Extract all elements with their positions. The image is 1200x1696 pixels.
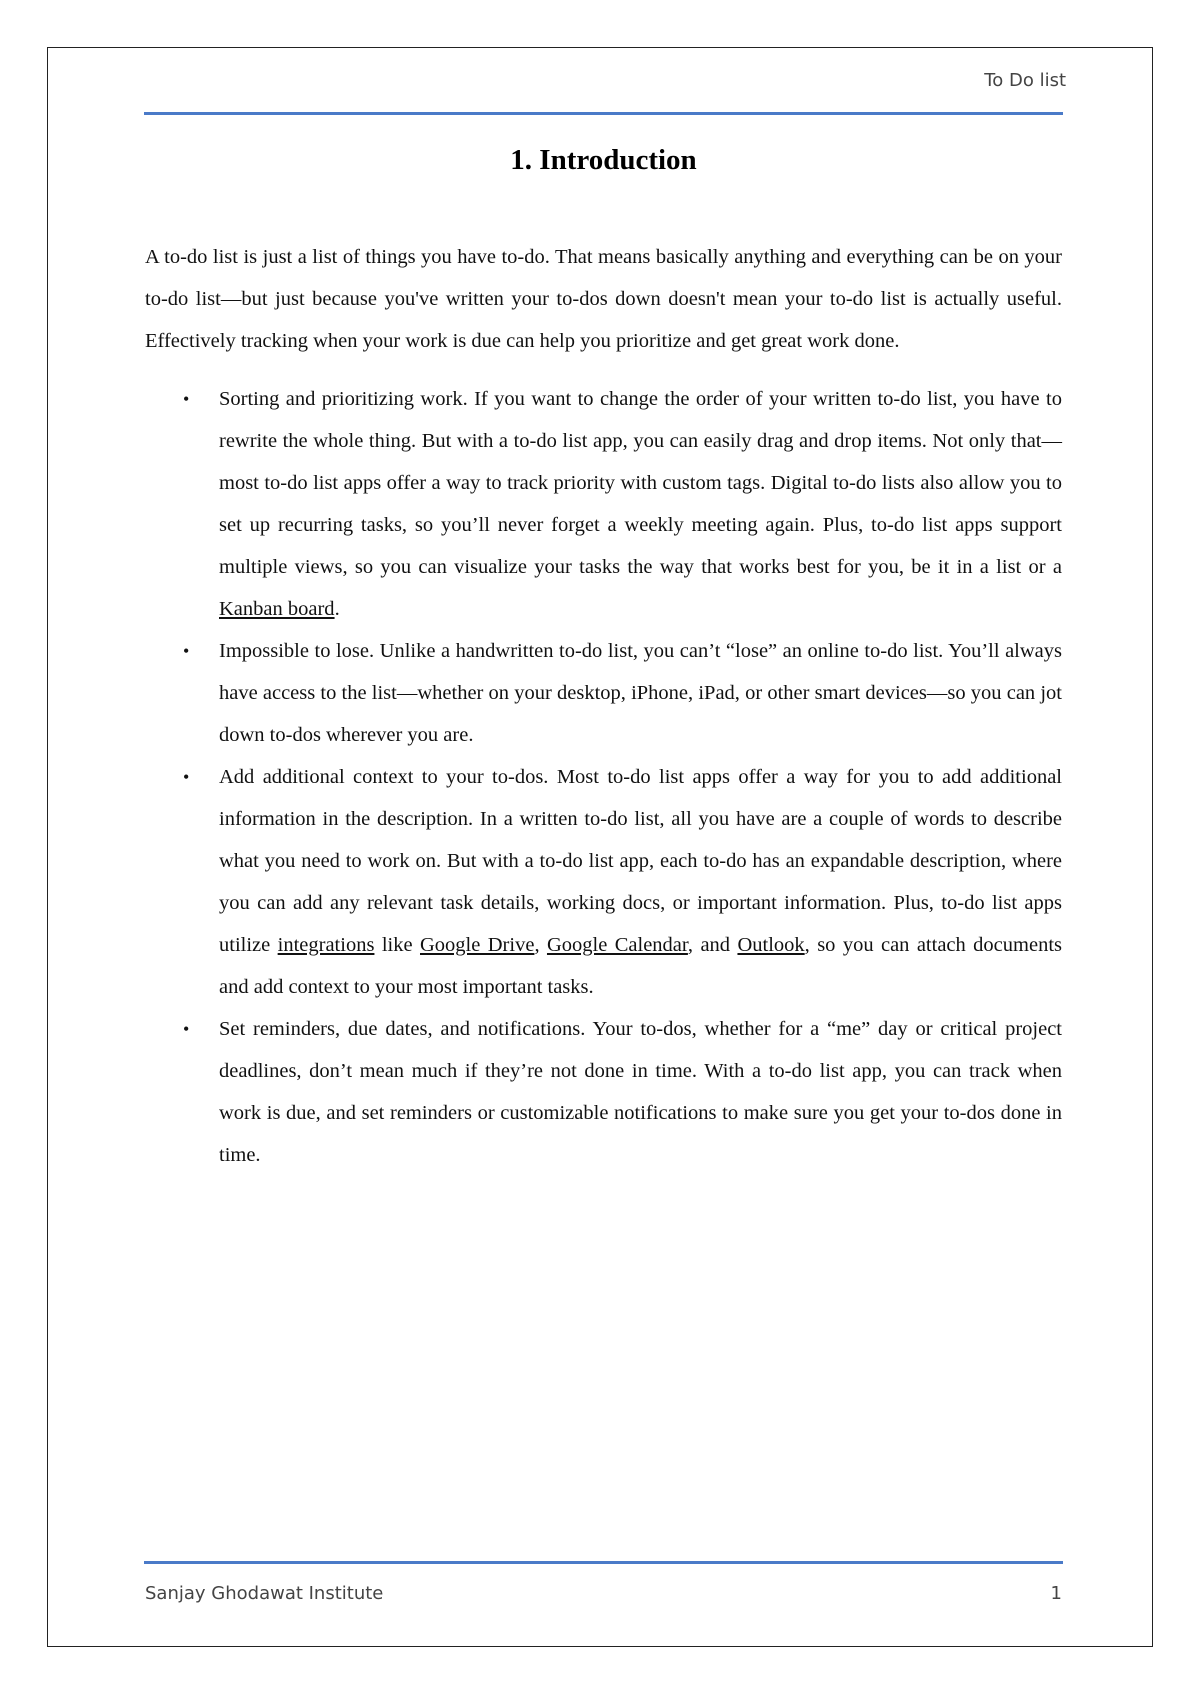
bullet-icon: • — [183, 1019, 190, 1039]
bullet-text: Impossible to lose. Unlike a handwritten to-do list, you can’t “lose” an online to-do list. You’ll always have access to the list—whether on your desktop, iPhone, iPad, or other smart devices—so you can jot down to-dos wherever you are. — [219, 640, 1062, 746]
bullet-text: . — [334, 598, 340, 620]
header-rule — [144, 112, 1063, 115]
outlook-link[interactable]: Outlook — [737, 934, 805, 956]
bullet-icon: • — [183, 641, 190, 661]
list-item — [145, 630, 1062, 756]
google-calendar-link[interactable]: Google Calendar — [546, 934, 688, 956]
body-content — [145, 236, 1062, 1176]
bullet-text: , — [534, 934, 547, 956]
google-drive-link[interactable]: Google Drive — [420, 934, 535, 956]
bullet-list — [145, 378, 1062, 1176]
bullet-icon: • — [183, 767, 190, 787]
page-number: 1 — [1050, 1583, 1062, 1604]
running-header: To Do list — [984, 70, 1066, 91]
list-item — [145, 756, 1062, 1008]
section-heading: 1. Introduction — [510, 144, 697, 176]
list-item — [145, 1008, 1062, 1176]
bullet-text: Add additional context to your to-dos. Most to-do list apps offer a way for you to add additional information in the description. In a written to-do list, all you have are a couple of words to describe what you need to work on. But with a to-do list app, each to-do has an expandable description, where you can add any relevant task details, working docs, or important information. Plus, to-do list apps utilize — [219, 766, 1062, 956]
bullet-text: , so you can attach documents and add context to your most important tasks. — [219, 934, 1062, 998]
bullet-icon: • — [183, 389, 190, 409]
bullet-text: Sorting and prioritizing work. If you want to change the order of your written to-do list, you have to rewrite the whole thing. But with a to-do list app, you can easily drag and drop items. Not only that—most to-do list apps offer a way to track priority with custom tags. Digital to-do lists also allow you to set up recurring tasks, so you’ll never forget a weekly meeting again. Plus, to-do list apps support multiple views, so you can visualize your tasks the way that works best for you, be it in a list or a — [219, 388, 1062, 578]
bullet-text: , and — [687, 934, 738, 956]
intro-paragraph: A to-do list is just a list of things you have to-do. That means basically anything and everything can be on your to-do list—but just because you've written your to-dos down doesn't mean your to-do list is actually useful. Effectively tracking when your work is due can help you prioritize and get great work done. — [145, 246, 1062, 352]
kanban-board-link[interactable]: Kanban board — [219, 598, 335, 620]
footer-institute: Sanjay Ghodawat Institute — [145, 1583, 384, 1604]
bullet-text: Set reminders, due dates, and notifications. Your to-dos, whether for a “me” day or critical project deadlines, don’t mean much if they’re not done in time. With a to-do list app, you can track when work is due, and set reminders or customizable notifications to make sure you get your to-dos done in time. — [219, 1018, 1062, 1166]
integrations-link[interactable]: integrations — [277, 934, 375, 956]
footer-rule — [144, 1561, 1063, 1564]
bullet-text: like — [374, 934, 420, 956]
list-item — [145, 378, 1062, 630]
